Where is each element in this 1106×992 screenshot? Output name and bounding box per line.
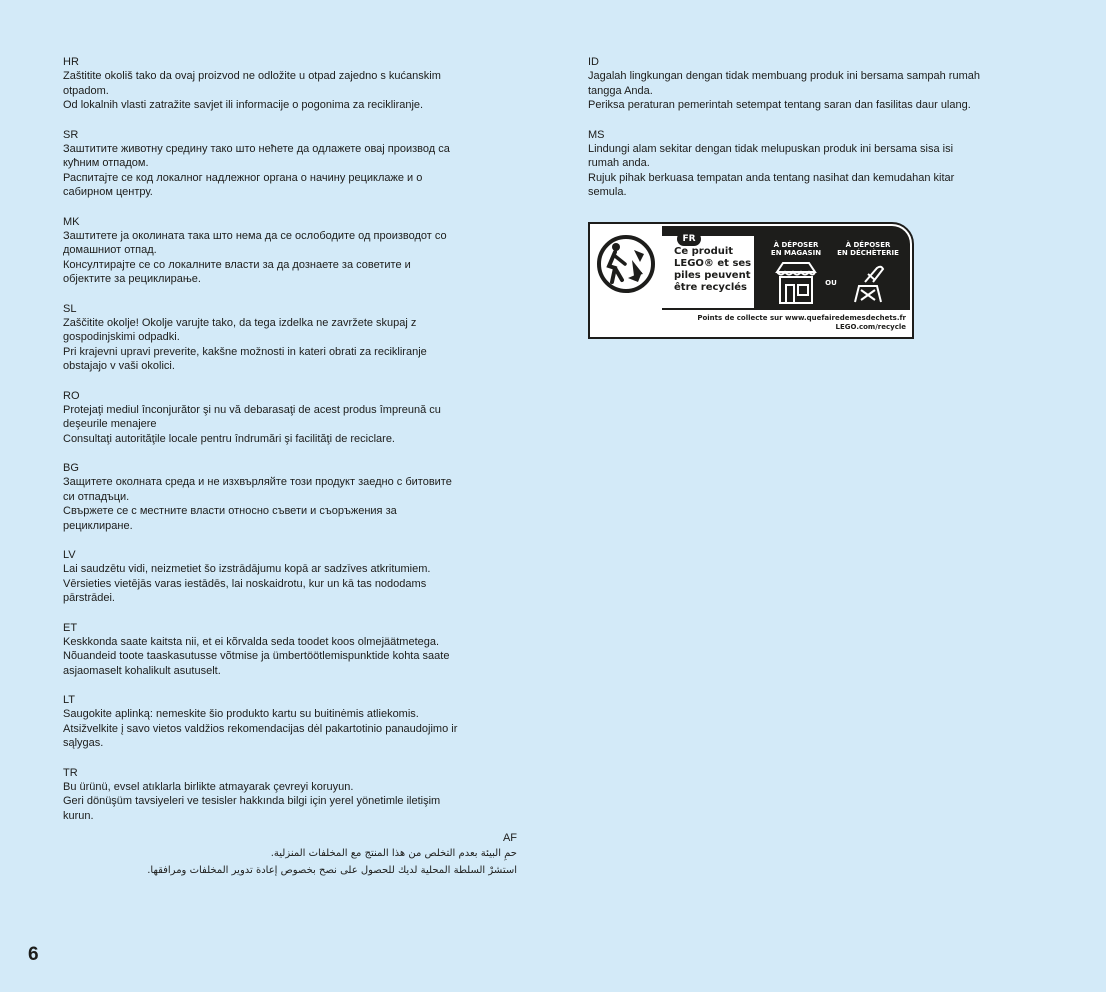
dump-heading-line: EN DÉCHÈTERIE	[837, 249, 899, 257]
store-deposit-heading	[763, 241, 829, 257]
store-icon	[773, 260, 819, 306]
language-block-hr	[63, 55, 523, 113]
language-block-lt	[63, 693, 523, 751]
language-code: BG	[63, 462, 79, 474]
language-block-mk	[63, 215, 523, 287]
language-text: Zaštitite okoliš tako da ovaj proizvod ne odložite u otpad zajedno s kućanskim otpadom. Od lokalnih vlasti zatražite savjet ili informacije o pogonima za recikliranje.	[63, 70, 441, 111]
language-text: Zaščitite okolje! Okolje varujte tako, da tega izdelka ne zavržete skupaj z gospodinjskimi odpadki. Pri krajevni upravi preverite, kakšne možnosti in kateri obrati za recikliranje obstajajo v vaši okolici.	[63, 316, 427, 372]
triman-icon	[596, 230, 656, 298]
language-text: Заштитете ја околината така што нема да се ослободите од производот со домашниот отпад. Консултирајте се со локалните власти за да дознаете за советите и објектите за рециклирање.	[63, 229, 447, 285]
language-code: TR	[63, 766, 78, 779]
triman-message-line: être recyclés	[674, 282, 748, 293]
language-code: SL	[63, 302, 77, 315]
collection-info	[697, 314, 906, 332]
right-column	[588, 55, 1058, 215]
dump-deposit-heading	[835, 241, 901, 257]
triman-message-line: piles peuvent	[674, 270, 751, 281]
language-code: HR	[63, 56, 79, 68]
triman-message-line: Ce produit	[674, 246, 734, 257]
language-block-id	[588, 55, 1058, 113]
triman-message-line: LEGO® et ses	[674, 258, 752, 269]
language-text: Защитете околната среда и не изхвърляйте този продукт заедно с битовите си отпадъци. Свържете се с местните власти относно съвети и съоръжения за рециклиране.	[63, 476, 452, 532]
language-code: LV	[63, 549, 76, 561]
triman-recycling-label	[588, 222, 914, 339]
language-block-af	[63, 831, 517, 879]
dump-icon	[845, 260, 891, 306]
store-heading-line: À DÉPOSER	[773, 241, 819, 249]
language-text: Bu ürünü, evsel atıklarla birlikte atmayarak çevreyi koruyun. Geri dönüşüm tavsiyeleri ve tesisler hakkında bilgi için yerel yönetimle iletişim kurun.	[63, 780, 441, 822]
language-code: MS	[588, 128, 605, 141]
language-text: Lindungi alam sekitar dengan tidak melupuskan produk ini bersama sisa isi rumah anda. Rujuk pihak berkuasa tempatan anda tentang nasihat dan kemudahan kitar semula.	[588, 142, 955, 198]
recycle-url-line: LEGO.com/recycle	[835, 323, 906, 331]
language-text: Keskkonda saate kaitsta nii, et ei kõrvalda seda toodet koos olmejäätmetega. Nõuandeid toote taaskasutusse võtmise ja ümbertöötlemispunktide kohta saate asjaomaselt kohalikult asutuselt.	[63, 635, 450, 677]
fr-badge: FR	[677, 232, 701, 246]
language-text: Jagalah lingkungan dengan tidak membuang produk ini bersama sampah rumah tangga Anda. Periksa peraturan pemerintah setempat tentang saran dan fasilitas daur ulang.	[588, 70, 980, 111]
language-code: LT	[63, 694, 76, 706]
or-label: OU	[825, 279, 837, 287]
language-code: SR	[63, 128, 79, 141]
language-text: Lai saudzētu vidi, neizmetiet šo izstrādājumu kopā ar sadzīves atkritumiem. Vērsieties vietējās varas iestādēs, lai noskaidrotu, kur un kā tas nododams pārstrādei.	[63, 563, 431, 604]
language-code: AF	[502, 832, 517, 844]
language-block-et	[63, 621, 523, 679]
language-text: Saugokite aplinką: nemeskite šio produkto kartu su buitinėmis atliekomis. Atsižvelkite į savo vietos valdžios rekomendacijas dėl pakartotinio panaudojimo ir sąlygas.	[63, 708, 458, 749]
language-code: MK	[63, 215, 80, 228]
language-code: RO	[63, 389, 80, 402]
dump-heading-line: À DÉPOSER	[845, 241, 891, 249]
triman-message	[674, 246, 758, 294]
language-code: ID	[588, 56, 599, 68]
language-block-sl	[63, 302, 523, 374]
language-block-tr	[63, 766, 523, 824]
language-block-ro	[63, 389, 523, 447]
store-heading-line: EN MAGASIN	[770, 249, 822, 257]
collection-url-line: Points de collecte sur www.quefairedemesdechets.fr	[697, 314, 906, 322]
language-text: Protejaţi mediul înconjurător şi nu vă debarasaţi de acest produs împreună cu deşeurile menajere Consultaţi autorităţile locale pentru îndrumări şi facilităţi de reciclare.	[63, 403, 441, 445]
language-block-bg	[63, 461, 523, 533]
page-number: 6	[28, 944, 39, 965]
language-block-sr	[63, 128, 523, 200]
language-code: ET	[63, 621, 78, 634]
language-text: Заштитите животну средину тако што нећете да одлажете овај производ са кућним отпадом. Распитајте се код локалног надлежног органа о начину рециклаже и о сабирном центру.	[63, 142, 450, 198]
language-block-ms	[588, 128, 1058, 200]
language-block-lv	[63, 548, 523, 606]
left-column	[63, 55, 523, 838]
language-text: حمِ البيئة بعدم التخلص من هذا المنتج مع المخلفات المنزلية. استشرْ السلطة المحلية لديك للحصول على نصح بخصوص إعادة تدوير المخلفات ومرافقها.	[147, 848, 517, 876]
